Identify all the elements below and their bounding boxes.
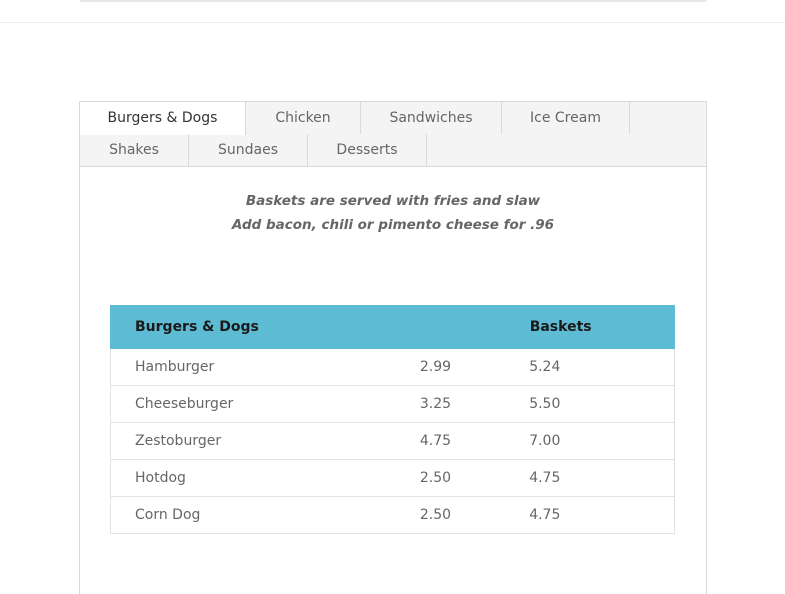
item-name: Corn Dog xyxy=(111,497,420,534)
table-header-row xyxy=(111,306,675,349)
basket-price: 4.75 xyxy=(529,460,674,497)
item-name: Cheeseburger xyxy=(111,386,420,423)
table-row xyxy=(111,423,675,460)
basket-note: Baskets are served with fries and slaw xyxy=(245,193,541,209)
basket-price: 4.75 xyxy=(529,497,674,534)
item-price: 2.50 xyxy=(420,460,529,497)
item-name: Hotdog xyxy=(111,460,420,497)
item-price: 2.99 xyxy=(420,349,529,386)
table-row xyxy=(111,349,675,386)
top-bar xyxy=(80,0,706,2)
header-price xyxy=(420,306,529,349)
item-price: 4.75 xyxy=(420,423,529,460)
tab-ice-cream[interactable]: Ice Cream xyxy=(502,102,630,134)
tabs-nav xyxy=(80,102,706,167)
tab-sandwiches[interactable]: Sandwiches xyxy=(361,102,502,134)
item-price: 3.25 xyxy=(420,386,529,423)
header-item: Burgers & Dogs xyxy=(111,306,420,349)
menu-tabs-panel xyxy=(79,101,707,594)
table-row xyxy=(111,386,675,423)
tab-chicken[interactable]: Chicken xyxy=(246,102,361,134)
table-row xyxy=(111,460,675,497)
basket-price: 7.00 xyxy=(529,423,674,460)
addon-note: Add bacon, chili or pimento cheese for .96 xyxy=(231,217,555,233)
table-row xyxy=(111,497,675,534)
item-price: 2.50 xyxy=(420,497,529,534)
item-name: Zestoburger xyxy=(111,423,420,460)
header-divider xyxy=(0,22,785,23)
header-basket: Baskets xyxy=(529,306,674,349)
tab-desserts[interactable]: Desserts xyxy=(308,134,427,166)
tab-burgers-dogs[interactable]: Burgers & Dogs xyxy=(80,102,246,135)
tab-shakes[interactable]: Shakes xyxy=(80,134,189,166)
menu-table xyxy=(110,305,675,534)
tab-sundaes[interactable]: Sundaes xyxy=(189,134,308,166)
basket-price: 5.24 xyxy=(529,349,674,386)
basket-price: 5.50 xyxy=(529,386,674,423)
item-name: Hamburger xyxy=(111,349,420,386)
